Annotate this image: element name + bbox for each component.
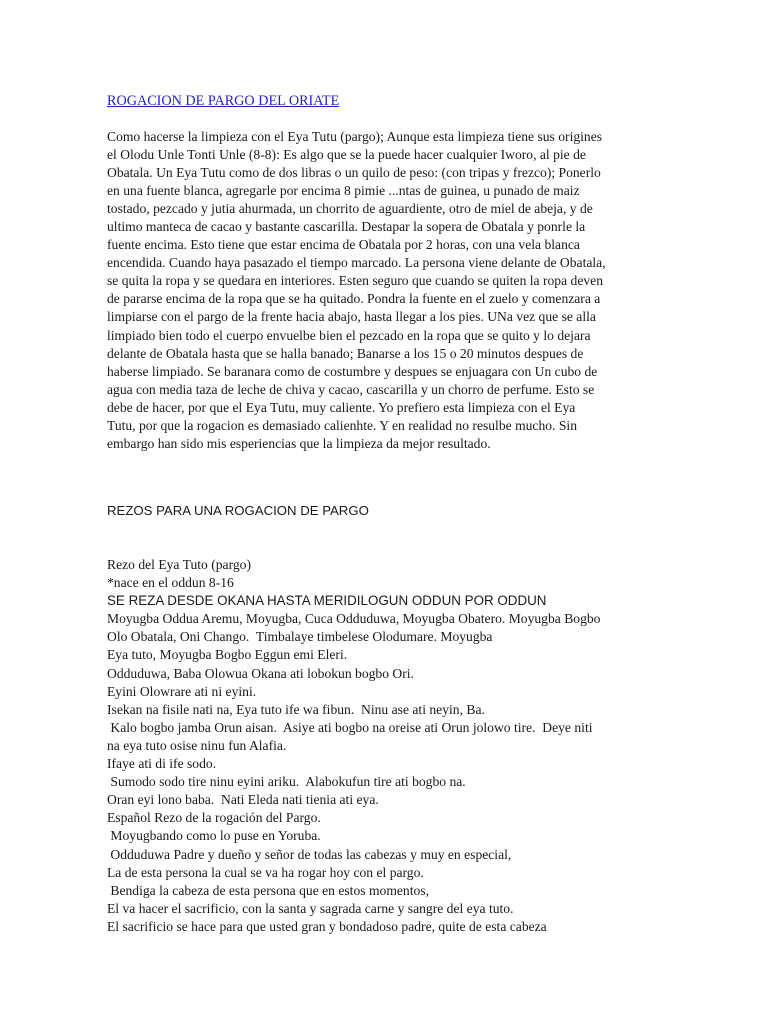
paragraph-line: en una fuente blanca, agregarle por encima 8 pimie ...ntas de guinea, u punado de maiz: [107, 183, 580, 199]
paragraph-line: ultimo manteca de cacao y bastante cascarilla. Destapar la sopera de Obatala y ponrle la: [107, 219, 586, 235]
prayer-line: Sumodo sodo tire ninu eyini ariku. Alabokufun tire ati bogbo na.: [107, 774, 466, 790]
prayer-line: Olo Obatala, Oni Chango. Timbalaye timbelese Olodumare. Moyugba: [107, 629, 493, 645]
prayer-line: Moyugbando como lo puse en Yoruba.: [107, 828, 321, 844]
prayer-line: Eyini Olowrare ati ni eyini.: [107, 683, 257, 699]
prayer-line: Ifaye ati di ife sodo.: [107, 756, 217, 772]
paragraph-line: embargo han sido mis esperiencias que la limpieza da mejor resultado.: [107, 435, 491, 451]
paragraph-line: limpiado bien todo el cuerpo envuelbe bien el pezcado en la ropa que se quito y lo dejara: [107, 327, 591, 343]
prayer-line: Español Rezo de la rogación del Pargo.: [107, 810, 321, 826]
intro-paragraph: [107, 128, 667, 453]
paragraph-line: Tutu, por que la rogacion es demasiado calienhte. Y en realidad no resulbe mucho. Sin: [107, 417, 577, 433]
prayer-line: La de esta persona la cual se va ha rogar hoy con el pargo.: [107, 864, 424, 880]
prayer-line: Bendiga la cabeza de esta persona que en estos momentos,: [107, 882, 429, 898]
prayer-line: Isekan na fisile nati na, Eya tuto ife wa fibun. Ninu ase ati neyin, Ba.: [107, 701, 485, 717]
prayer-line: El va hacer el sacrificio, con la santa y sagrada carne y sangre del eya tuto.: [107, 900, 514, 916]
paragraph-line: fuente encima. Esto tiene que estar encima de Obatala por 2 horas, con una vela blanca: [107, 237, 580, 253]
paragraph-line: delante de Obatala hasta que se halla banado; Banarse a los 15 o 20 minutos despues de: [107, 345, 584, 361]
prayer-line: Odduduwa, Baba Olowua Okana ati lobokun bogbo Ori.: [107, 665, 414, 681]
paragraph-line: haberse limpiado. Se baranara como de costumbre y despues se enjuagara con Un cubo de: [107, 363, 598, 379]
paragraph-line: Como hacerse la limpieza con el Eya Tutu (pargo); Aunque esta limpieza tiene sus origines: [107, 129, 603, 144]
prayer-line: *nace en el oddun 8-16: [107, 575, 234, 591]
prayer-text: [107, 556, 667, 936]
prayer-line: na eya tuto osise ninu fun Alafia.: [107, 737, 287, 753]
paragraph-line: se quita la ropa y se quedara en interiores. Esten seguro que cuando se quiten la ropa deven: [107, 273, 603, 289]
paragraph-line: Obatala. Un Eya Tutu como de dos libras o un quilo de peso: (con tripas y frezco); Ponerlo: [107, 165, 601, 181]
prayer-line: Eya tuto, Moyugba Bogbo Eggun emi Eleri.: [107, 647, 348, 663]
prayer-line: El sacrificio se hace para que usted gran y bondadoso padre, quite de esta cabeza: [107, 918, 547, 934]
paragraph-line: encendida. Cuando haya pasazado el tiempo marcado. La persona viene delante de Obatala,: [107, 255, 606, 271]
paragraph-line: el Olodu Unle Tonti Unle (8-8): Es algo que se la puede hacer cualquier Iworo, al pie de: [107, 147, 586, 163]
prayer-line: Odduduwa Padre y dueño y señor de todas las cabezas y muy en especial,: [107, 846, 512, 862]
prayer-line: SE REZA DESDE OKANA HASTA MERIDILOGUN ODDUN POR ODDUN: [107, 593, 547, 609]
prayer-line: Kalo bogbo jamba Orun aisan. Asiye ati bogbo na oreise ati Orun jolowo tire. Deye niti: [107, 719, 593, 735]
prayer-line: Rezo del Eya Tuto (pargo): [107, 557, 251, 572]
prayer-line: Moyugba Oddua Aremu, Moyugba, Cuca Odduduwa, Moyugba Obatero. Moyugba Bogbo: [107, 611, 601, 627]
paragraph-line: de pararse encima de la ropa que se ha quitado. Pondra la fuente en el zuelo y comenzara a: [107, 291, 601, 307]
paragraph-line: tostado, pezcado y jutia ahurmada, un chorrito de aguardiente, otro de miel de abeja, y de: [107, 201, 593, 217]
section-heading: REZOS PARA UNA ROGACION DE PARGO: [107, 503, 369, 518]
paragraph-line: agua con media taza de leche de chiva y cacao, cascarilla y un chorro de perfume. Esto se: [107, 381, 595, 397]
document-title[interactable]: ROGACION DE PARGO DEL ORIATE: [107, 93, 340, 109]
paragraph-line: limpiarse con el pargo de la frente hacia abajo, hasta llegar a los pies. UNa vez que se alla: [107, 309, 596, 325]
prayer-line: Oran eyi lono baba. Nati Eleda nati tienia ati eya.: [107, 792, 379, 808]
paragraph-line: debe de hacer, por que el Eya Tutu, muy caliente. Yo prefiero esta limpieza con el Eya: [107, 399, 576, 415]
